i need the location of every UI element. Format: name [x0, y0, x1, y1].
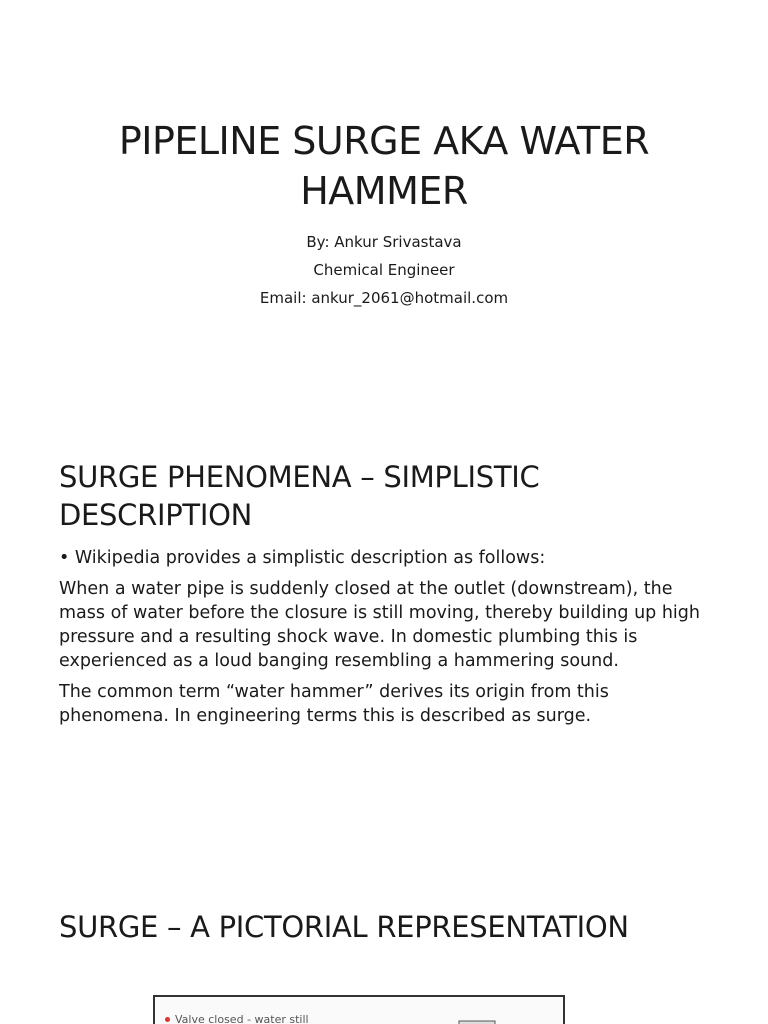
- slide-heading: SURGE PHENOMENA – SIMPLISTIC DESCRIPTION: [59, 460, 540, 532]
- figure-caption: Valve closed - water still: [175, 1013, 309, 1024]
- body-paragraph: When a water pipe is suddenly closed at the outlet (downstream), the mass of water before the closure is still moving, thereby building up high pressure and a resulting shock wave. In domestic plumbing this is experienced as a loud banging resembling a hammering sound.: [59, 579, 700, 671]
- author-role: Chemical Engineer: [313, 261, 455, 279]
- slide-heading: SURGE – A PICTORIAL REPRESENTATION: [59, 910, 629, 944]
- title-slide: [0, 0, 768, 432]
- pictorial-slide: [0, 864, 768, 1024]
- bullet-paragraph: • Wikipedia provides a simplistic description as follows:: [59, 548, 546, 568]
- author-email: Email: ankur_2061@hotmail.com: [259, 289, 509, 307]
- surge-figure: [153, 995, 565, 1024]
- body-paragraph: The common term “water hammer” derives its origin from this phenomena. In engineering terms this is described as surge.: [59, 682, 609, 726]
- slide-body: [59, 546, 724, 735]
- marker-icon: [165, 1017, 170, 1022]
- valve-icon: [457, 1011, 497, 1024]
- description-slide: [0, 432, 768, 864]
- author-name: By: Ankur Srivastava: [306, 233, 462, 251]
- author-block: [40, 228, 728, 312]
- presentation-title: PIPELINE SURGE AKA WATER HAMMER: [118, 119, 650, 213]
